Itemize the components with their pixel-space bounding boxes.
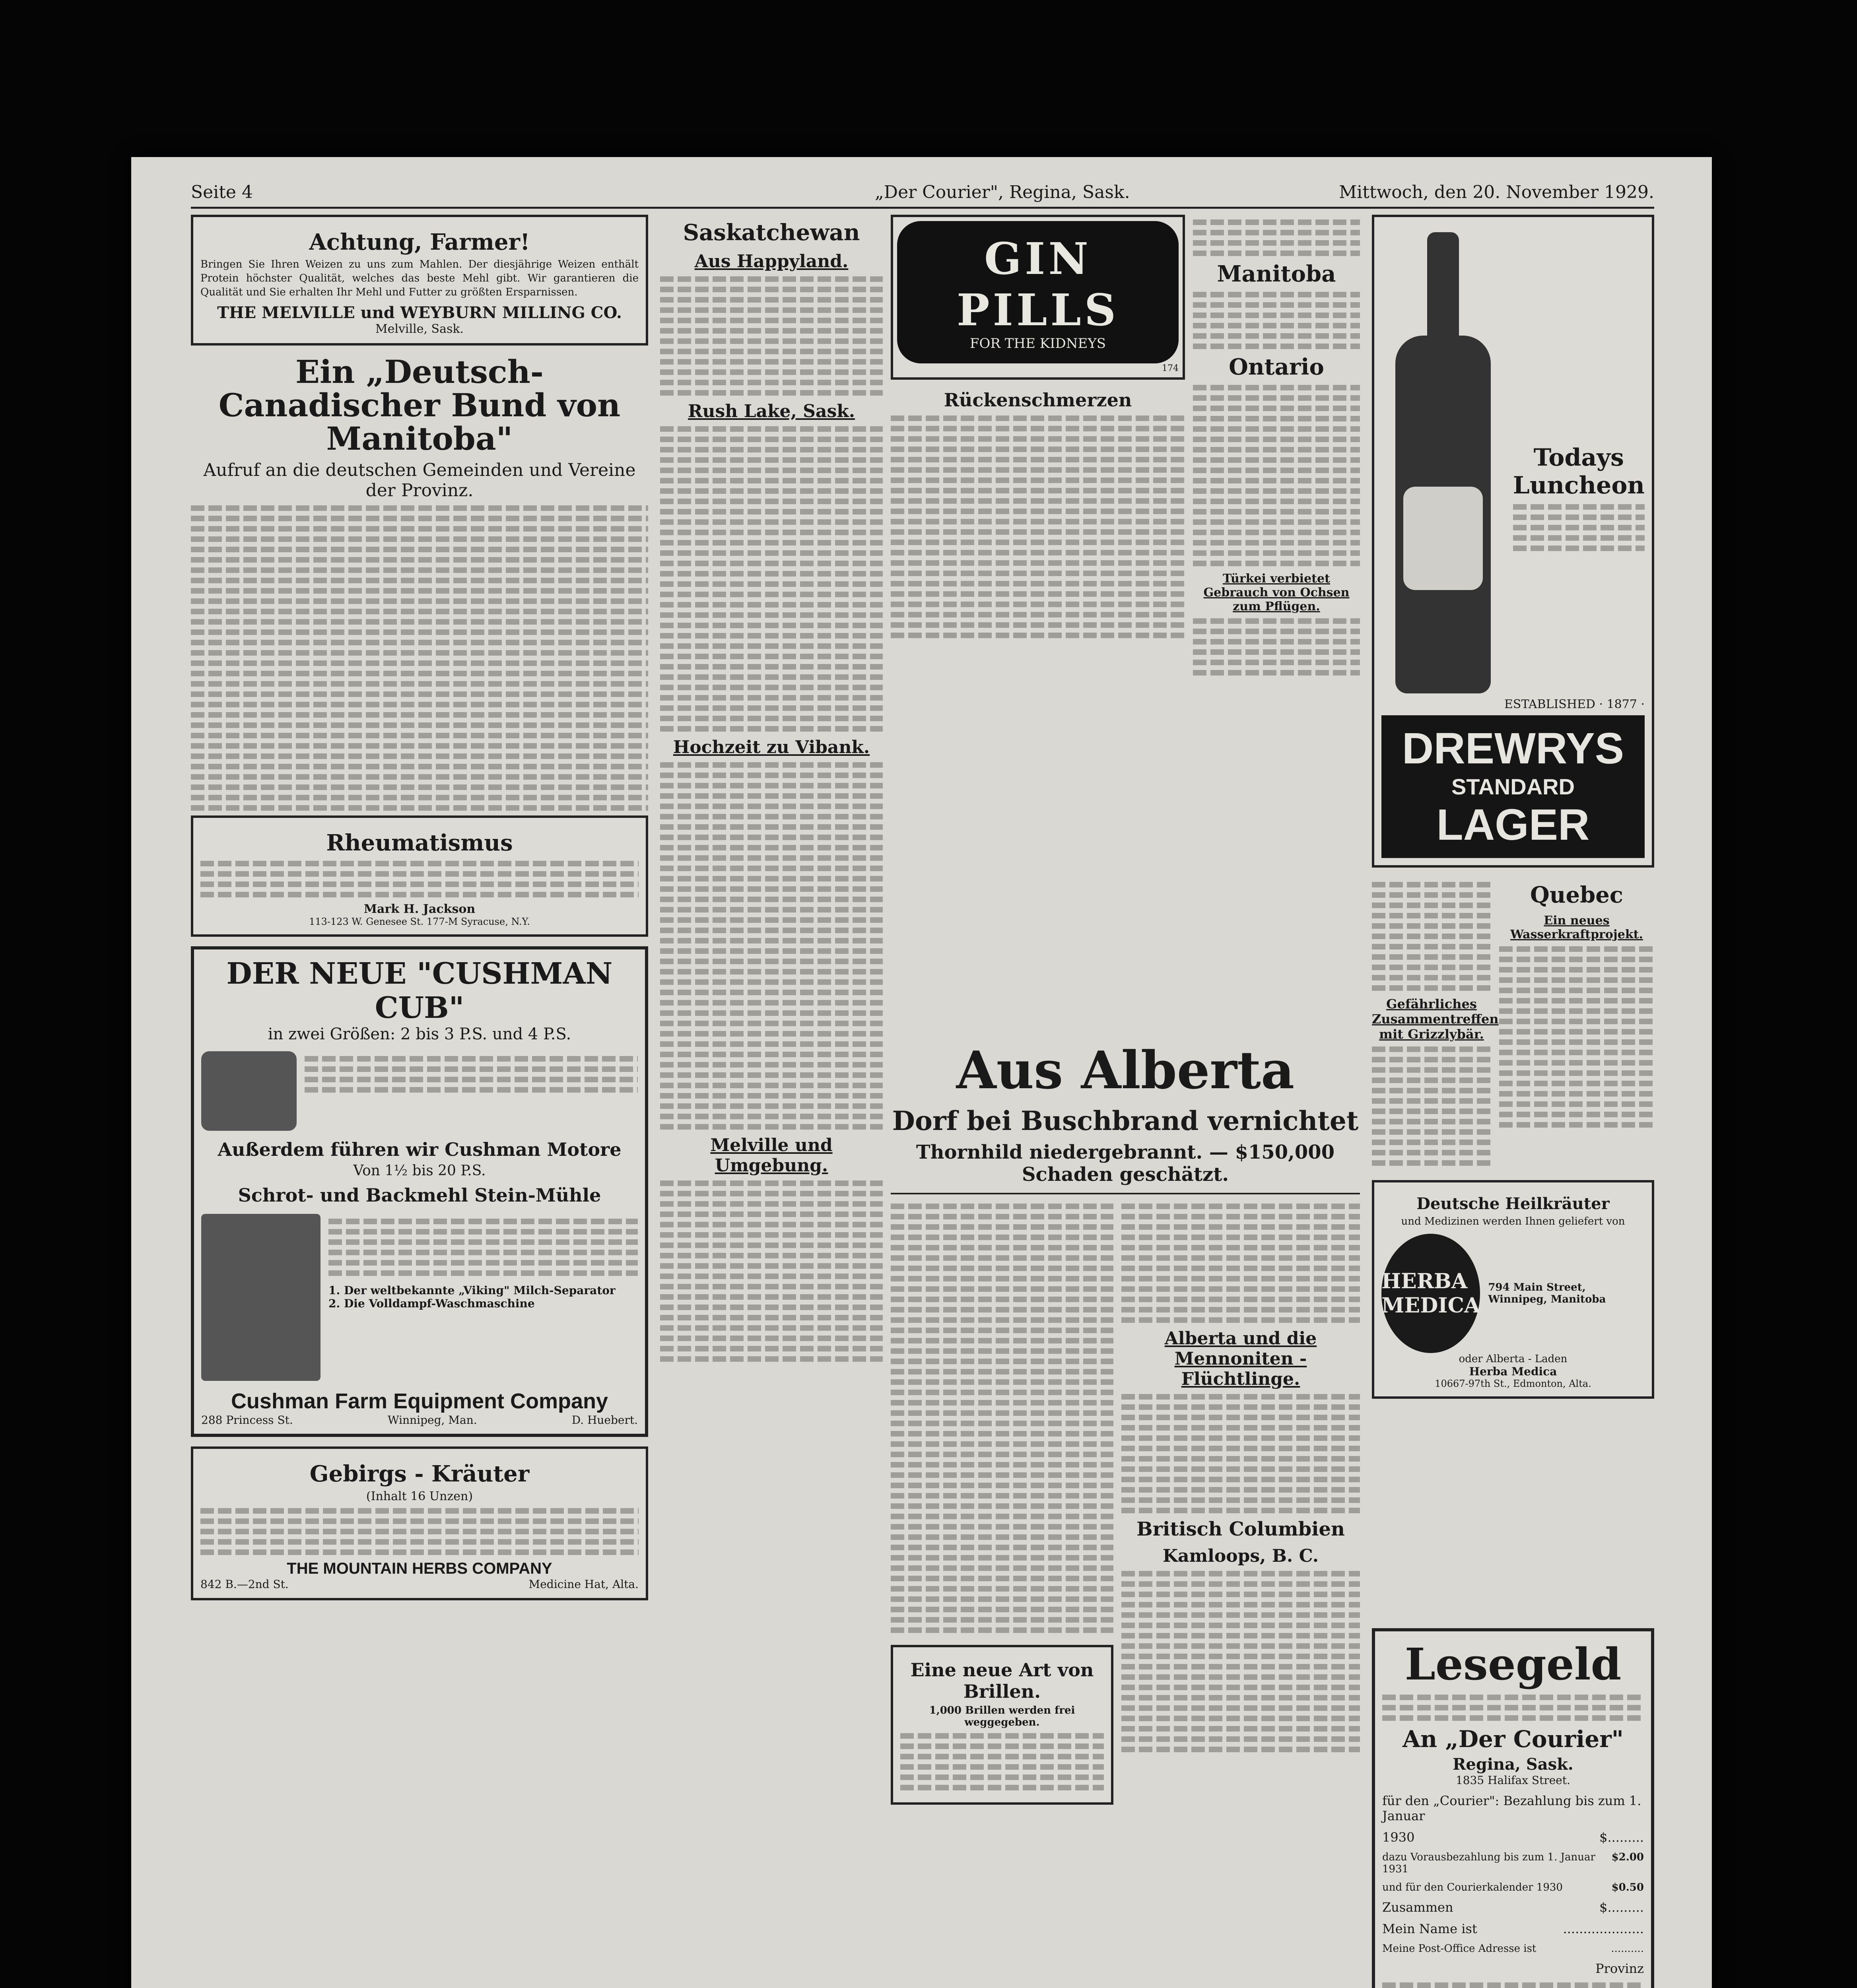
kraeuter-company: THE MOUNTAIN HERBS COMPANY xyxy=(287,1560,552,1578)
row-advance-amount: $2.00 xyxy=(1611,1851,1644,1863)
brillen-ad xyxy=(891,1645,1113,1805)
cushman-item-1: 1. Der weltbekannte „Viking" Milch-Separator xyxy=(328,1284,616,1297)
cushman-motore: Außerdem führen wir Cushman Motore xyxy=(218,1139,622,1161)
kraeuter-title: Gebirgs - Kräuter xyxy=(309,1461,530,1487)
row-kalender xyxy=(1382,1881,1644,1893)
cushman-sizes: in zwei Größen: 2 bis 3 P.S. und 4 P.S. xyxy=(268,1025,571,1044)
farmer-ad-body: Bringen Sie Ihren Weizen zu uns zum Mahlen. Der diesjährige Weizen enthält Protein höchster Qualität, welches das beste Mehl gibt. Wir garantieren die Qualität und Sie erhalten Ihr Mehl und Futter zu größten Ersparnissen. xyxy=(200,258,639,299)
drewrys-name: DREWRYS xyxy=(1402,724,1624,773)
row-kalender-label: und für den Courierkalender 1930 xyxy=(1382,1881,1563,1893)
heading-melville: Melville und Umgebung. xyxy=(710,1135,833,1176)
kraeuter-sub: (Inhalt 16 Unzen) xyxy=(366,1489,473,1504)
beer-bottle-illustration xyxy=(1381,224,1505,693)
heilkraeuter-sub: und Medizinen werden Ihnen geliefert von xyxy=(1401,1215,1625,1227)
address-field-label: Meine Post-Office Adresse ist xyxy=(1382,1943,1536,1955)
farmer-ad-company: THE MELVILLE und WEYBURN MILLING CO. xyxy=(217,303,622,322)
heading-bc: Britisch Columbien xyxy=(1136,1518,1345,1540)
headline-thornhild: Thornhild niedergebrannt. — $150,000 Schaden geschätzt. xyxy=(916,1141,1335,1186)
heading-wasserkraft: Ein neues Wasserkraftprojekt. xyxy=(1510,914,1643,942)
brillen-sub: 1,000 Brillen werden frei weggegeben. xyxy=(929,1705,1075,1728)
cushman-agent: D. Huebert. xyxy=(571,1413,638,1427)
column-1 xyxy=(191,215,648,1988)
gin-pills-box xyxy=(897,221,1179,363)
herba-medica-name: HERBA MEDICA xyxy=(1381,1269,1480,1318)
cushman-muehle: Schrot- und Backmehl Stein-Mühle xyxy=(238,1184,601,1206)
section-ontario: Ontario xyxy=(1229,354,1324,380)
drewrys-lager: LAGER xyxy=(1436,800,1590,849)
farmer-ad xyxy=(191,215,648,346)
row-courier-label: für den „Courier": Bezahlung bis zum 1. Januar xyxy=(1382,1793,1641,1823)
drewrys-standard: STANDARD xyxy=(1451,774,1575,799)
mill-illustration xyxy=(201,1214,321,1381)
row-sum-label: Zusammen xyxy=(1382,1900,1453,1915)
page-header xyxy=(191,179,1654,209)
section-saskatchewan: Saskatchewan xyxy=(683,219,860,246)
gin-pills-tag: 174 xyxy=(1162,363,1179,373)
kraeuter-city: Medicine Hat, Alta. xyxy=(528,1578,639,1591)
luncheon-title: Todays Luncheon xyxy=(1513,444,1645,499)
rheuma-address: 113-123 W. Genesee St. 177-M Syracuse, N.Y. xyxy=(309,916,530,928)
newspaper-page xyxy=(131,157,1712,1988)
name-field-label: Mein Name ist xyxy=(1382,1921,1477,1936)
herba-medica-logo xyxy=(1381,1234,1480,1353)
cushman-motore-range: Von 1½ bis 20 P.S. xyxy=(353,1163,486,1179)
cushman-item-2: 2. Die Volldampf-Waschmaschine xyxy=(328,1297,535,1310)
kraeuter-address: 842 B.—2nd St. xyxy=(200,1578,289,1591)
row-year: 1930 $......... xyxy=(1382,1830,1644,1845)
lesegeld-title: Lesegeld xyxy=(1404,1639,1622,1690)
row-courier xyxy=(1382,1793,1644,1823)
kraeuter-ad xyxy=(191,1446,648,1600)
main-headline: Ein „Deutsch-Canadischer Bund von Manitoba" xyxy=(218,353,621,458)
row-advance-label: dazu Vorausbezahlung bis zum 1. Januar 1931 xyxy=(1382,1851,1595,1875)
row-kalender-amount: $0.50 xyxy=(1611,1881,1644,1893)
cushman-address: 288 Princess St. xyxy=(201,1413,293,1427)
heading-happyland: Aus Happyland. xyxy=(694,251,849,272)
established: ESTABLISHED · 1877 · xyxy=(1504,697,1645,711)
name-field[interactable]: Mein Name ist .................... xyxy=(1382,1921,1644,1936)
brillen-title: Eine neue Art von Brillen. xyxy=(910,1659,1094,1702)
heilkraeuter-alt: oder Alberta - Laden xyxy=(1459,1353,1568,1365)
column-2 xyxy=(660,215,883,1988)
drewrys-ad xyxy=(1372,215,1654,868)
heading-aus-alberta: Aus Alberta xyxy=(956,1040,1295,1101)
issue-date: Mittwoch, den 20. November 1929. xyxy=(1339,182,1654,202)
lesegeld-coupon xyxy=(1372,1628,1654,1988)
rheuma-title: Rheumatismus xyxy=(326,830,513,856)
cushman-company: Cushman Farm Equipment Company xyxy=(231,1389,608,1413)
lesegeld-to: An „Der Courier" xyxy=(1402,1726,1624,1753)
farmer-ad-place: Melville, Sask. xyxy=(375,322,464,336)
heilkraeuter-address: 794 Main Street, Winnipeg, Manitoba xyxy=(1488,1281,1606,1305)
heading-kamloops: Kamloops, B. C. xyxy=(1162,1546,1319,1566)
headline-dorf: Dorf bei Buschbrand vernichtet xyxy=(892,1105,1359,1136)
gin-pills-brand: GIN PILLS xyxy=(956,233,1119,336)
heilkraeuter-alt-address: 10667-97th St., Edmonton, Alta. xyxy=(1435,1378,1591,1389)
heading-mennoniten: Alberta und die Mennoniten - Flüchtlinge. xyxy=(1164,1328,1317,1389)
row-sum: Zusammen $......... xyxy=(1382,1900,1644,1915)
heading-tuerkei: Türkei verbietet Gebrauch von Ochsen zum Pflügen. xyxy=(1203,572,1350,613)
province-field[interactable] xyxy=(1382,1961,1644,1976)
lesegeld-city: Regina, Sask. xyxy=(1453,1755,1573,1774)
heilkraeuter-alt-name: Herba Medica xyxy=(1469,1365,1557,1378)
address-field[interactable]: Meine Post-Office Adresse ist .......... xyxy=(1382,1943,1644,1955)
lesegeld-street: 1835 Halifax Street. xyxy=(1455,1774,1571,1787)
drewrys-logo xyxy=(1381,715,1645,858)
heading-hochzeit: Hochzeit zu Vibank. xyxy=(673,737,870,757)
heilkraeuter-ad xyxy=(1372,1180,1654,1399)
heilkraeuter-title: Deutsche Heilkräuter xyxy=(1416,1194,1610,1213)
rheuma-ad xyxy=(191,815,648,937)
section-quebec: Quebec xyxy=(1530,882,1623,908)
section-manitoba: Manitoba xyxy=(1217,261,1336,287)
alberta-col-right xyxy=(1121,1199,1360,1988)
gin-pills-ad xyxy=(891,215,1185,380)
alberta-col-left xyxy=(891,1199,1113,1988)
row-advance xyxy=(1382,1851,1644,1875)
cushman-title: DER NEUE "CUSHMAN CUB" xyxy=(226,957,613,1025)
gin-pills-for: FOR THE KIDNEYS xyxy=(969,336,1106,351)
farmer-ad-title: Achtung, Farmer! xyxy=(309,229,530,255)
cushman-city: Winnipeg, Man. xyxy=(387,1413,477,1427)
cushman-ad xyxy=(191,946,648,1437)
article-text xyxy=(191,505,648,811)
heading-rush-lake: Rush Lake, Sask. xyxy=(688,401,855,421)
heading-grizzly: Gefährliches Zusammentreffen mit Grizzlybär. xyxy=(1372,996,1499,1042)
province-field-label: Provinz xyxy=(1595,1961,1644,1976)
engine-illustration xyxy=(201,1051,297,1131)
rheuma-signer: Mark H. Jackson xyxy=(363,902,476,916)
paper-title: „Der Courier", Regina, Sask. xyxy=(875,182,1130,202)
page-number: Seite 4 xyxy=(191,182,253,202)
row-year-label: 1930 xyxy=(1382,1830,1415,1845)
alberta-section xyxy=(891,1040,1360,1202)
column-4 xyxy=(1193,215,1360,1030)
main-subhead: Aufruf an die deutschen Gemeinden und Vereine der Provinz. xyxy=(203,460,636,501)
heading-rueckenschmerzen: Rückenschmerzen xyxy=(944,389,1132,411)
